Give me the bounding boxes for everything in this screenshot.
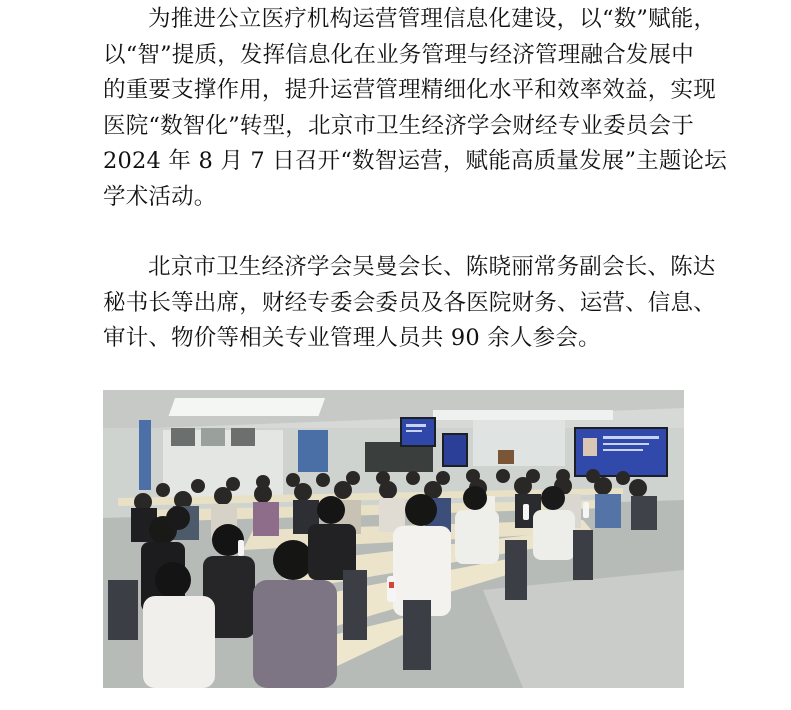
line-text: 为推进公立医疗机构运营管理信息化建设，以“数”赋能， — [148, 6, 717, 32]
paragraph-line — [103, 286, 716, 322]
line-text: 以“智”提质，发挥信息化在业务管理与经济管理融合发展中 — [103, 41, 694, 68]
line-text: 学术活动。 — [103, 183, 217, 210]
paragraph-line — [103, 109, 727, 145]
paragraph-line — [103, 321, 716, 357]
line-text: 审计、物价等相关专业管理人员共 90 余人参会。 — [103, 325, 601, 351]
conference-photo-illustration — [103, 390, 684, 688]
line-text: 北京市卫生经济学会吴曼会长、陈晓丽常务副会长、陈达 — [148, 254, 716, 280]
line-text: 2024 年 8 月 7 日召开“数智运营，赋能高质量发展”主题论坛 — [103, 148, 727, 174]
line-text: 秘书长等出席，财经专委会委员及各医院财务、运营、信息、 — [103, 289, 716, 316]
paragraph-attendees — [103, 250, 716, 357]
paragraph-intro — [103, 2, 727, 215]
line-text: 医院“数智化”转型，北京市卫生经济学会财经专业委员会于 — [103, 112, 694, 139]
conference-photo — [103, 390, 684, 688]
paragraph-line — [103, 144, 727, 180]
paragraph-line — [103, 180, 727, 216]
paragraph-line — [103, 250, 716, 286]
paragraph-line — [103, 73, 727, 109]
line-text: 的重要支撑作用，提升运营管理精细化水平和效率效益，实现 — [103, 77, 716, 103]
paragraph-line — [103, 2, 727, 38]
paragraph-line — [103, 38, 727, 74]
